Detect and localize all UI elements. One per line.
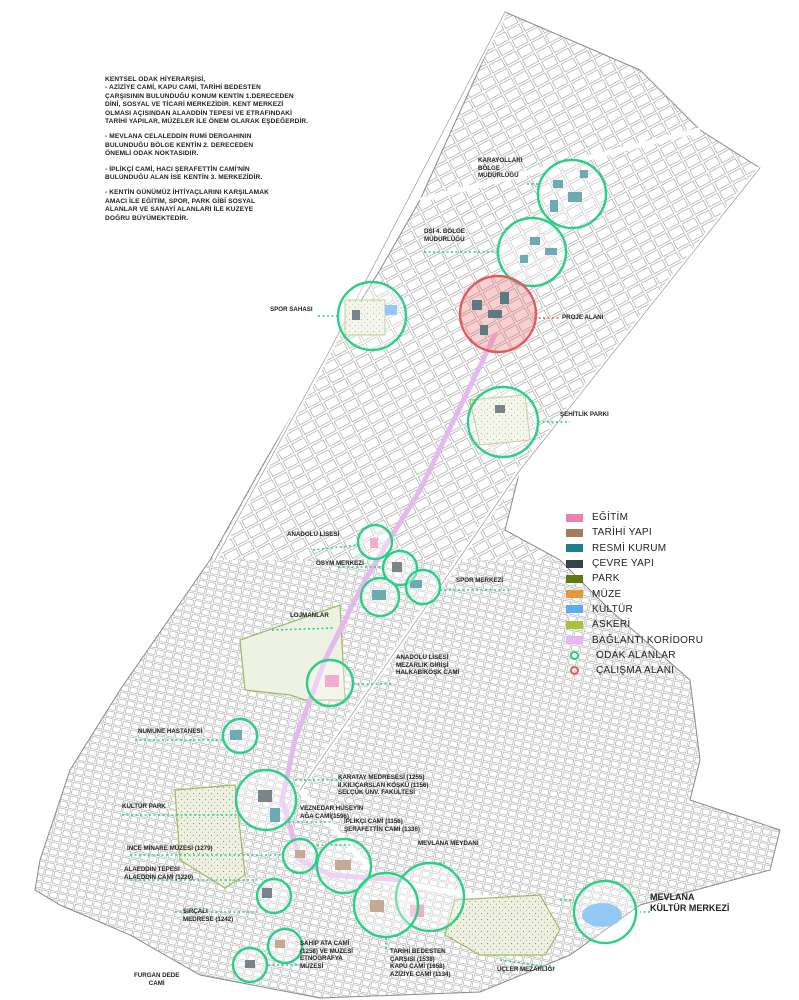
label-furgan: FURGAN DEDE CAMİ <box>134 972 180 987</box>
hierarchy-notes <box>105 76 355 230</box>
legend-label: EĞİTİM <box>592 512 629 524</box>
label-karayollari: KARAYOLLARI BÖLGE MÜDÜRLÜĞÜ <box>478 157 523 180</box>
label-sahip-ata: SAHİP ATA CAMİ (1258) VE MÜZESİ ETNOGRAFYA MÜZESİ <box>300 940 353 970</box>
label-spor-sahasi: SPOR SAHASI <box>270 306 313 313</box>
label-vezirdar: VEZNEDAR HÜSEYİN AĞA CAMİ(1596) <box>300 805 364 820</box>
label-osym: ÖSYM MERKEZİ <box>316 560 364 567</box>
label-alaaddin: ALAEDDİN TEPESİ ALAEDDİN CAMİ (1220) <box>124 866 194 881</box>
legend-swatch <box>566 636 583 644</box>
legend-item <box>566 602 766 617</box>
legend-item <box>566 571 766 586</box>
hierarchy-paragraph-3: - İPLİKÇİ CAMİ, HACI ŞERAFETTİN CAMİ'NİN BULUNDUĞU ALAN İSE KENTİN 3. MERKEZİDİR. <box>105 165 263 182</box>
label-bedesten: TARİHİ BEDESTEN ÇARŞISI (1538) KAPU CAMİ (1658) AZİZİYE CAMİ (1134) <box>390 948 451 978</box>
label-kultur-park: KÜLTÜR PARK <box>122 803 166 810</box>
legend-label: TARİHİ YAPI <box>592 527 652 539</box>
legend-swatch <box>566 529 583 537</box>
label-dsi: DSİ 4. BÖLGE MÜDÜRLÜĞÜ <box>424 228 465 243</box>
hierarchy-paragraph-2: - MEVLANA CELALEDDİN RUMİ DERGAHININ BULUNDUĞU BÖLGE KENTİN 2. DERECEDEN ÖNEMLİ ODAK NOKTASIDIR. <box>105 133 254 158</box>
label-ince-minare: İNCE MİNARE MÜZESİ (1279) <box>127 845 213 852</box>
legend-item <box>566 556 766 571</box>
legend-label: KÜLTÜR <box>592 603 634 615</box>
label-sircali: SIRÇALI MEDRESE (1242) <box>183 908 234 923</box>
map-legend <box>566 510 766 678</box>
hierarchy-paragraph-1: - AZİZİYE CAMİ, KAPU CAMİ, TARİHİ BEDESTEN ÇARŞISININ BULUNDUĞU KONUM KENTİN 1.DERECEDEN DİNİ, SOSYAL VE TİCARİ MERKEZİDİR. KENT MERKEZİ OLMASI AÇISINDAN ALAADDİN TEPESİ VE ETRAFINDAKİ TARİHİ YAPILAR, MÜZELER İLE ÖNEM OLARAK EŞDEĞERDİR. <box>105 84 309 126</box>
legend-item <box>566 510 766 525</box>
label-numune: NUMUNE HASTANESİ <box>138 728 203 735</box>
legend-item <box>566 617 766 632</box>
legend-swatch <box>566 621 583 629</box>
label-anadolu-lisesi: ANADOLU LİSESİ <box>287 531 340 538</box>
label-lojmanlar: LOJMANLAR <box>290 612 329 619</box>
legend-item <box>566 648 766 663</box>
label-ucler: ÜÇLER MEZARLIĞI <box>497 966 555 973</box>
legend-label: RESMİ KURUM <box>592 542 667 554</box>
legend-label: ÇALIŞMA ALANI <box>596 665 675 677</box>
legend-item <box>566 586 766 601</box>
hierarchy-paragraph-4: - KENTİN GÜNÜMÜZ İHTİYAÇLARINI KARŞILAMAK AMACI İLE EĞİTİM, SPOR, PARK GİBİ SOSYAL ALANLAR VE SANAYİ ALANLARI İLE KUZEYE DOĞRU BÜYÜMEKTEDİR. <box>105 189 269 222</box>
legend-swatch <box>566 560 583 568</box>
legend-item <box>566 541 766 556</box>
legend-label: ÇEVRE YAPI <box>592 558 655 570</box>
label-proje-alani: PROJE ALANI <box>562 314 604 321</box>
label-mevlana-meydani: MEVLANA MEYDANI <box>418 840 479 847</box>
legend-swatch <box>566 514 583 522</box>
legend-swatch <box>566 605 583 613</box>
legend-swatch <box>566 544 583 552</box>
hierarchy-title: KENTSEL ODAK HİYERARŞİSİ, <box>105 76 206 83</box>
label-mevlana-kultur: MEVLANA KÜLTÜR MERKEZİ <box>650 892 730 913</box>
legend-swatch <box>566 590 583 598</box>
label-karatay: KARATAY MEDRESESİ (1255) II.KILIÇARSLAN KÖŞKÜ (1156) SELÇUK ÜNV. FAKÜLTESİ <box>338 774 429 797</box>
label-iplikci: İPLİKÇİ CAMİ (1156) ŞERAFETTİN CAMİ (1336) <box>344 818 420 833</box>
label-mezarlik: ANADOLU LİSESİ MEZARLIK GİRİŞİ HALKABİKÖŞK CAMİ <box>396 654 460 677</box>
legend-ring-icon <box>570 651 579 660</box>
legend-label: ASKERİ <box>592 619 631 631</box>
legend-label: PARK <box>592 573 620 585</box>
legend-label: MÜZE <box>592 588 622 600</box>
study-area-circle <box>460 276 536 352</box>
label-spor-merkezi: SPOR MERKEZİ <box>456 577 504 584</box>
legend-item <box>566 663 766 678</box>
legend-item <box>566 525 766 540</box>
label-sehitlik: ŞEHİTLİK PARKI <box>560 411 609 418</box>
legend-label: ODAK ALANLAR <box>596 649 676 661</box>
legend-swatch <box>566 575 583 583</box>
legend-ring-icon <box>570 666 579 675</box>
legend-label: BAĞLANTI KORİDORU <box>592 634 704 646</box>
legend-item <box>566 632 766 647</box>
